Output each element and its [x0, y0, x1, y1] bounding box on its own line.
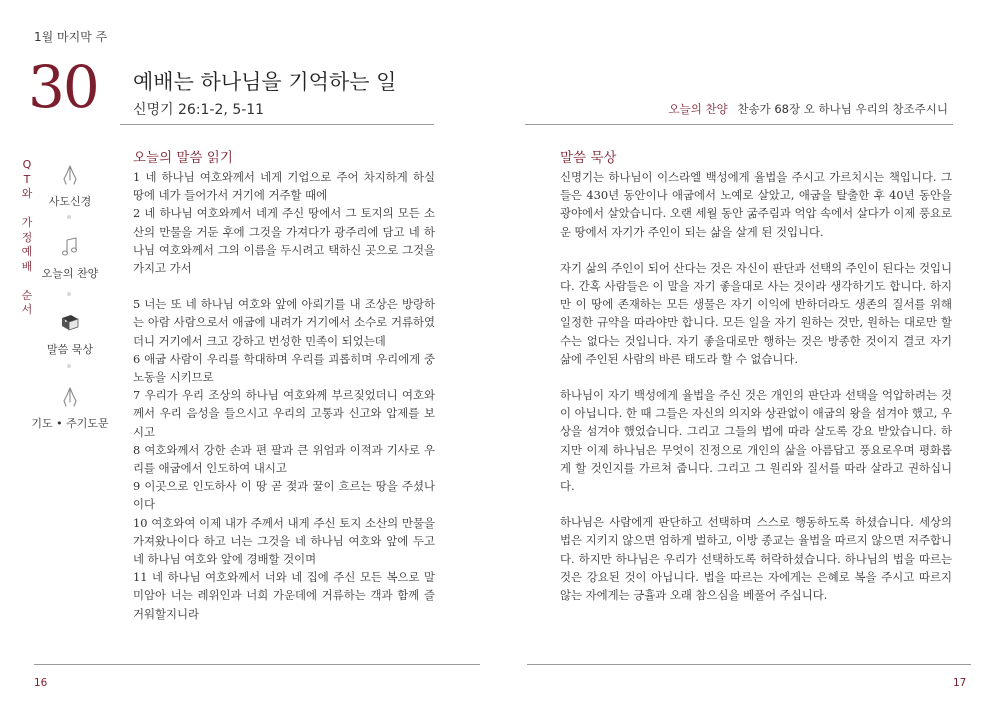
meditation-paragraph: 자기 삶의 주인이 되어 산다는 것은 자신이 판단과 선택의 주인이 된다는 것입니다. 간혹 사람들은 이 말을 자기 좋을대로 사는 것이라 생각하기도 합니다. 하지만 이 땅에 존재하는 모든 생물은 자기 이익에 반하더라도 생존의 질서를 위해 일정한 규약을 따라야만 합니다. 모든 일을 자기 원하는 것만, 원하는 대로만 할 수는 없다는 것입니다. 자기 좋을대로만 행하는 것은 방종한 것이지 결코 자기 삶에 주인된 사람의 바른 태도라 할 수 없습니다. [560, 260, 952, 366]
meditation-heading: 말씀 묵상 [560, 150, 617, 166]
scripture-reference: 신명기 26:1-2, 5-11 [133, 102, 265, 118]
vertical-title-char: Q [22, 158, 32, 171]
vertical-title-char: 정 [21, 230, 33, 244]
verse: 8 여호와께서 강한 손과 편 팔과 큰 위엄과 이적과 기사로 우리를 애굽에서 인도하여 내시고 [133, 442, 435, 476]
verse: 11 네 하나님 여호와께서 너와 네 집에 주신 모든 복으로 말미암아 너는 레위인과 너희 가운데에 거류하는 객과 함께 즐거워할지니라 [133, 570, 435, 621]
paragraph-gap [133, 277, 435, 295]
vertical-title-char: 배 [21, 259, 33, 273]
sidebar-item-label: 말씀 묵상 [46, 343, 93, 356]
header-rule-right [525, 124, 953, 125]
nav-dot [67, 215, 71, 219]
verse: 10 여호와여 이제 내가 주께서 내게 주신 토지 소산의 만물을 가져왔나이다 하고 너는 그것을 네 하나님 여호와 앞에 두고 네 하나님 여호와 앞에 경배할 것이며 [133, 515, 435, 567]
verse: 7 우리가 우리 조상의 하나님 여호와께 부르짖었더니 여호와께서 우리 음성을 들으시고 우리의 고통과 신고와 압제를 보시고 [133, 388, 435, 439]
verse: 6 애굽 사람이 우리를 학대하며 우리를 괴롭히며 우리에게 중노동을 시키므로 [133, 351, 435, 385]
vertical-title-char: 가 [21, 216, 33, 229]
sidebar-item-label: 오늘의 찬양 [41, 267, 99, 280]
day-number: 30 [28, 53, 98, 121]
verse: 1 네 하나님 여호와께서 네게 기업으로 주어 차지하게 하실 땅에 네가 들어가서 거기에 거주할 때에 [133, 170, 435, 203]
verse: 9 이곳으로 인도하사 이 땅 곧 젖과 꿀이 흐르는 땅을 주셨나이다 [133, 479, 435, 512]
reading-heading: 오늘의 말씀 읽기 [133, 150, 233, 166]
praying-hands-icon [25, 386, 115, 411]
vertical-title-char: 와 [21, 187, 33, 200]
meditation-paragraph: 하나님이 자기 백성에게 율법을 주신 것은 개인의 판단과 선택을 억압하려는 것이 아닙니다. 한 때 그들은 자신의 의지와 상관없이 애굽의 왕을 섬겨야 했고, 우상을 섬겨야 했었습니다. 그리고 그들의 법에 따라 살도록 강요 받았습니다. 하지만 이제 하나님은 무엇이 진정으로 개인의 삶을 아름답고 풍요로우며 평화롭게 할 것인지를 가르쳐 줍니다. 그리고 그 원리와 질서를 따라 살라고 권하십니다. [560, 388, 952, 494]
nav-dot [67, 292, 71, 296]
vertical-title-char: 예 [21, 245, 33, 258]
nav-dot [67, 364, 71, 368]
meditation-paragraph: 신명기는 하나님이 이스라엘 백성에게 율법을 주시고 가르치시는 책입니다. 그들은 430년 동안이나 애굽에서 노예로 살았고, 애굽을 탈출한 후 40년 동안을 광야에서 살았습니다. 오랜 세월 동안 굶주림과 억압 속에서 살다가 이제 풍요로운 땅에서 자기가 주인이 되는 삶을 살게 된 것입니다. [560, 170, 952, 239]
vertical-title-char: T [23, 172, 31, 186]
footer-rule-left [34, 664, 480, 665]
meditation-text [560, 168, 952, 622]
verse: 2 네 하나님 여호와께서 네게 주신 땅에서 그 토지의 모든 소산의 만물을 거둔 후에 그것을 가져다가 광주리에 담고 네 하나님 여호와께서 그의 이름을 두시려고 택하신 곳으로 그것을 가지고 가서 [133, 206, 435, 276]
vertical-title-char: 순 [21, 288, 33, 302]
header-rule-left [120, 124, 434, 125]
footer-rule-right [527, 664, 971, 665]
scripture-reading-text [133, 168, 435, 623]
sidebar-item-label: 사도신경 [48, 195, 92, 208]
hymn-title: 찬송가 68장 오 하나님 우리의 창조주시니 [737, 102, 948, 116]
hymn-label: 오늘의 찬양 [668, 102, 728, 116]
bible-icon [25, 312, 115, 337]
sidebar-item-prayer [25, 386, 115, 431]
sidebar-item-meditation [25, 312, 115, 357]
sidebar-item-label: 기도 • 주기도문 [31, 417, 109, 430]
sidebar-item-todays-hymn [25, 236, 115, 281]
page-number-left: 16 [34, 677, 48, 689]
hymn-of-the-day [668, 101, 948, 117]
week-label: 1월 마지막 주 [34, 30, 108, 44]
page-number-right: 17 [953, 677, 967, 689]
verse: 5 너는 또 네 하나님 여호와 앞에 아뢰기를 내 조상은 방랑하는 아람 사람으로서 애굽에 내려가 거기에서 소수로 거류하였더니 거기에서 크고 강하고 번성한 민족이 되었는데 [133, 297, 435, 348]
page-title: 예배는 하나님을 기억하는 일 [133, 70, 397, 94]
meditation-paragraph: 하나님은 사람에게 판단하고 선택하며 스스로 행동하도록 하셨습니다. 세상의 법은 지키지 않으면 엄하게 벌하고, 이방 종교는 율법을 따르지 않으면 저주합니다. 하지만 하나님은 우리가 선택하도록 허락하셨습니다. 하나님의 법을 따르는 것은 강요된 것이 아닙니다. 법을 따르는 자에게는 은혜로 복을 주시고 따르지 않는 자에게는 긍휼과 오래 참으심을 베풀어 주십니다. [560, 515, 952, 603]
sidebar-item-apostles-creed [25, 164, 115, 209]
praying-hands-icon [25, 164, 115, 189]
music-note-icon [25, 236, 115, 261]
vertical-title-char: 서 [21, 303, 33, 316]
